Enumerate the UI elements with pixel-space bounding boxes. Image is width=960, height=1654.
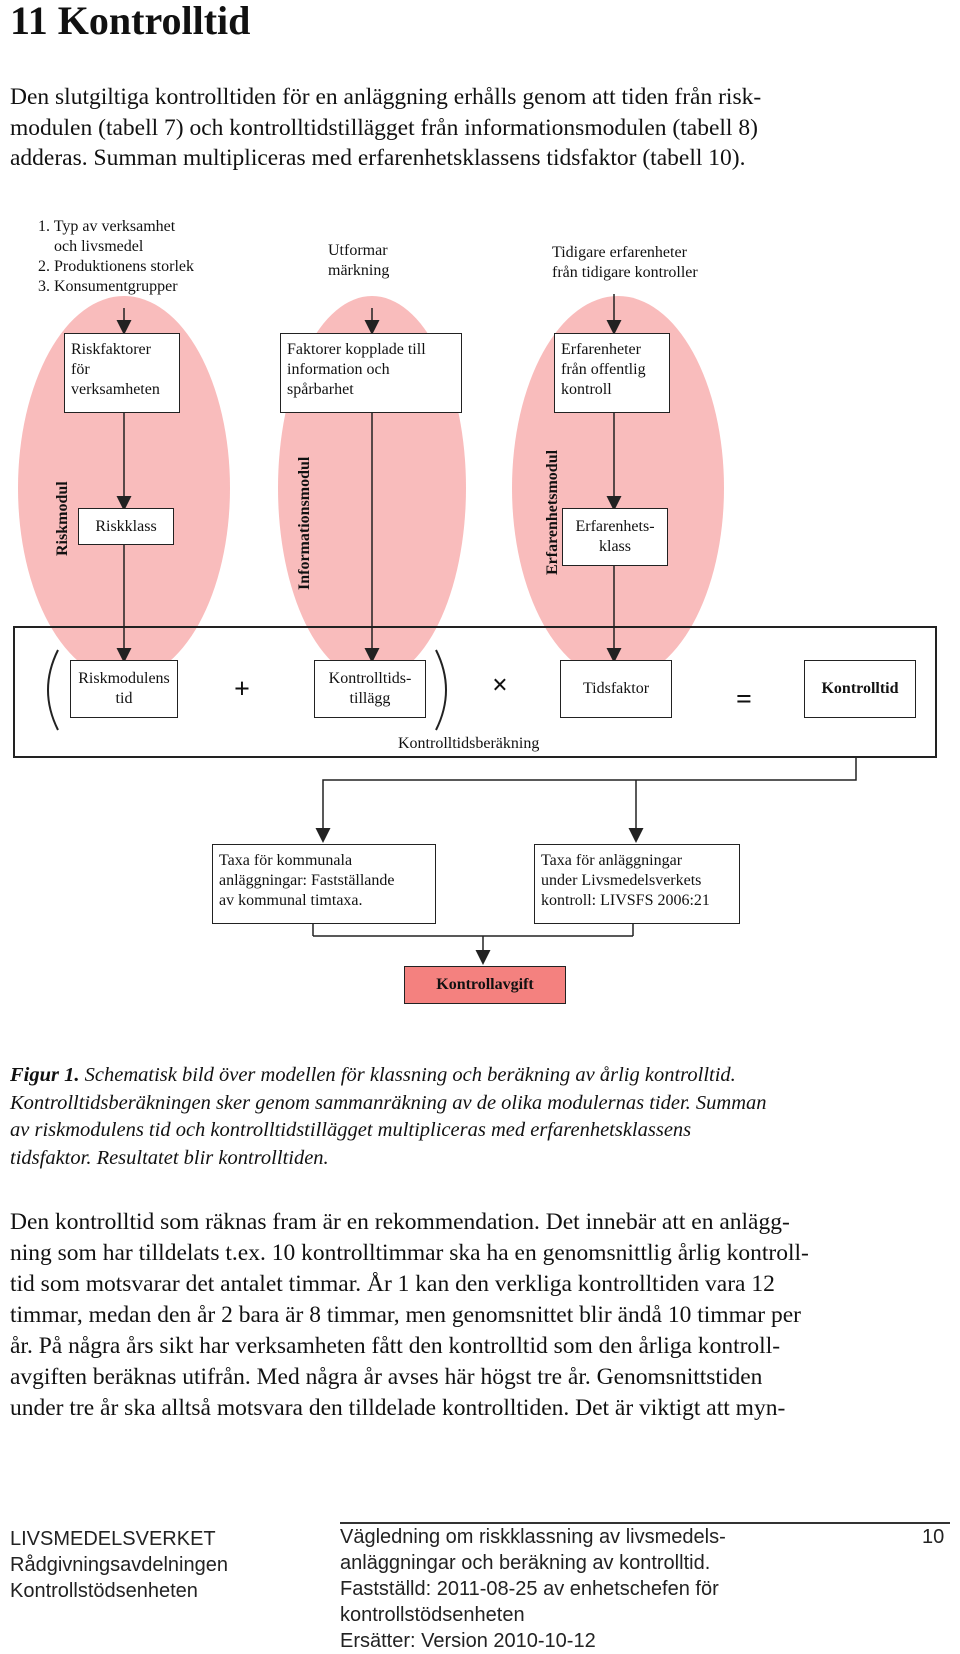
page-number: 10 [922,1526,945,1548]
body-line: under tre år ska alltså motsvara den tilldelade kontrolltiden. Det är viktigt att myn- [10,1395,786,1421]
body-line: Den kontrolltid som räknas fram är en rekommendation. Det innebär att en anlägg- [10,1209,790,1235]
tidsfaktor-box: Tidsfaktor [560,660,672,718]
risk-module-label: Riskmodul [54,481,71,556]
equals-operator: = [736,684,752,715]
risk-factors-box: Riskfaktorer för verksamheten [64,333,180,413]
info-inputs-note: Utformar märkning [328,242,390,279]
taxa-kommunal-box: Taxa för kommunala anläggningar: Fastställande av kommunal timtaxa. [212,844,436,924]
risk-inputs-note: 1. Typ av verksamhet och livsmedel 2. Produktionens storlek 3. Konsumentgrupper [38,218,194,295]
taxa-livsmedelsverket-box: Taxa för anläggningar under Livsmedelsverkets kontroll: LIVSFS 2006:21 [534,844,740,924]
experience-box: Erfarenheter från offentlig kontroll [554,333,670,413]
body-line: ning som har tilldelats t.ex. 10 kontrolltimmar ska ha en genomsnittlig årlig kontroll- [10,1240,809,1266]
caption-line: tidsfaktor. Resultatet blir kontrolltiden. [10,1146,329,1169]
kontrolltid-box: Kontrolltid [804,660,916,718]
intro-line: Den slutgiltiga kontrolltiden för en anläggning erhålls genom att tiden från risk- [10,84,762,110]
page-title: 11 Kontrolltid [10,0,251,43]
riskklass-box: Riskklass [78,508,174,545]
body-line: avgiften beräknas utifrån. Med några år avses här högst tre år. Genomsnittstiden [10,1364,763,1390]
kontrolltidstillagg-box: Kontrolltids- tillägg [314,660,426,718]
body-paragraph [10,1207,910,1424]
info-module-label: Informationsmodul [296,456,313,590]
body-line: år. På några års sikt har verksamheten fått den kontrolltid som den årliga kontroll- [10,1333,781,1359]
intro-line: modulen (tabell 7) och kontrolltidstillägget från informationsmodulen (tabell 8) [10,114,758,141]
kontrollavgift-box: Kontrollavgift [404,966,566,1004]
body-line: tid som motsvarar det antalet timmar. År 1 kan den verkliga kontrolltiden vara 12 [10,1271,775,1297]
right-paren [436,650,446,730]
intro-line: adderas. Summan multipliceras med erfarenhetsklassens tidsfaktor (tabell 10). [10,145,746,171]
figure-caption: Figur 1. Schematisk bild över modellen för klassning och beräkning av årlig kontrolltid. Kontrolltidsberäkningen sker genom sammanräkning av de olika modulernas tider. Summan av riskmodulens tid och kontrolltidstillägget multipliceras med erfarenhetsklassens tidsfaktor. Resultatet blir kontrolltiden. [10,1062,910,1172]
info-factors-box: Faktorer kopplade till information och spårbarhet [280,333,462,413]
caption-line: Kontrolltidsberäkningen sker genom sammanräkning av de olika modulernas tider. Summan [10,1091,767,1114]
footer-document-info: Vägledning om riskklassning av livsmedels- anläggningar och beräkning av kontrolltid. Fastställd: 2011-08-25 av enhetschefen för kontrollstödsenheten Ersätter: Version 2010-10-12 [340,1526,726,1652]
caption-line: av riskmodulens tid och kontrolltidstillägget multipliceras med erfarenhetsklassens [10,1119,692,1141]
experience-inputs-note: Tidigare erfarenheter från tidigare kontroller [552,244,698,281]
times-operator: × [492,670,508,701]
figure-label: Figur 1. [10,1064,80,1086]
body-line: timmar, medan den år 2 bara är 8 timmar, men genomsnittet blir ändå 10 timmar per [10,1302,801,1328]
riskmodulens-tid-box: Riskmodulens tid [70,660,178,718]
calculation-label: Kontrolltidsberäkning [398,735,540,752]
erfarenhetsklass-box: Erfarenhets- klass [562,508,668,566]
experience-module-label: Erfarenhetsmodul [544,449,561,575]
plus-operator: + [234,674,250,705]
left-paren [48,650,58,730]
footer-organization: LIVSMEDELSVERKET Rådgivningsavdelningen Kontrollstödsenheten [10,1528,228,1602]
